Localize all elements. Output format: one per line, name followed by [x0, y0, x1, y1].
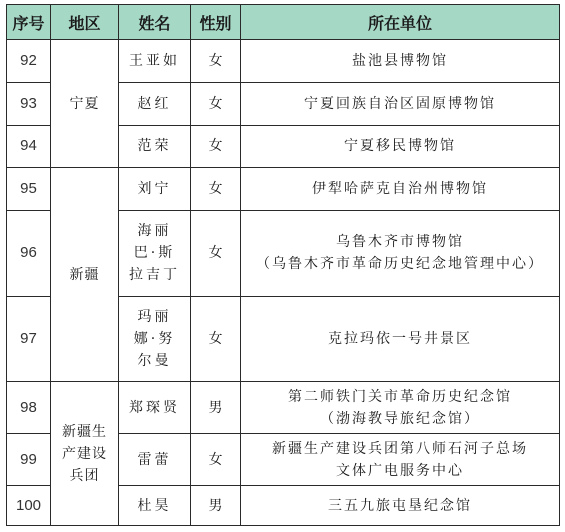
serial-cell: 93 — [7, 82, 51, 125]
unit-cell: 克拉玛依一号井景区 — [241, 296, 560, 382]
staff-table — [6, 4, 560, 526]
header-serial: 序号 — [7, 5, 51, 40]
serial-cell: 100 — [7, 486, 51, 526]
region-cell: 新疆生 产建设 兵团 — [51, 382, 119, 526]
gender-cell: 女 — [191, 434, 241, 486]
serial-cell: 98 — [7, 382, 51, 434]
table-row — [7, 168, 560, 211]
region-cell: 新疆 — [51, 168, 119, 382]
name-cell: 范荣 — [119, 125, 191, 168]
serial-cell: 99 — [7, 434, 51, 486]
region-cell: 宁夏 — [51, 40, 119, 168]
header-unit: 所在单位 — [241, 5, 560, 40]
serial-cell: 97 — [7, 296, 51, 382]
unit-cell: 三五九旅屯垦纪念馆 — [241, 486, 560, 526]
table-row — [7, 40, 560, 83]
gender-cell: 女 — [191, 168, 241, 211]
table-row — [7, 382, 560, 434]
name-cell: 海丽 巴·斯 拉吉丁 — [119, 211, 191, 297]
name-cell: 杜昊 — [119, 486, 191, 526]
unit-cell: 乌鲁木齐市博物馆 （乌鲁木齐市革命历史纪念地管理中心） — [241, 211, 560, 297]
header-row — [7, 5, 560, 40]
serial-cell: 92 — [7, 40, 51, 83]
header-gender: 性别 — [191, 5, 241, 40]
gender-cell: 女 — [191, 40, 241, 83]
serial-cell: 95 — [7, 168, 51, 211]
name-cell: 赵红 — [119, 82, 191, 125]
gender-cell: 女 — [191, 211, 241, 297]
serial-cell: 96 — [7, 211, 51, 297]
name-cell: 郑琛贤 — [119, 382, 191, 434]
gender-cell: 男 — [191, 382, 241, 434]
unit-cell: 宁夏回族自治区固原博物馆 — [241, 82, 560, 125]
serial-cell: 94 — [7, 125, 51, 168]
header-name: 姓名 — [119, 5, 191, 40]
gender-cell: 女 — [191, 82, 241, 125]
name-cell: 玛丽 娜·努 尔曼 — [119, 296, 191, 382]
unit-cell: 新疆生产建设兵团第八师石河子总场 文体广电服务中心 — [241, 434, 560, 486]
gender-cell: 男 — [191, 486, 241, 526]
unit-cell: 伊犁哈萨克自治州博物馆 — [241, 168, 560, 211]
unit-cell: 宁夏移民博物馆 — [241, 125, 560, 168]
name-cell: 王亚如 — [119, 40, 191, 83]
header-region: 地区 — [51, 5, 119, 40]
name-cell: 刘宁 — [119, 168, 191, 211]
name-cell: 雷蕾 — [119, 434, 191, 486]
unit-cell: 第二师铁门关市革命历史纪念馆 （渤海教导旅纪念馆） — [241, 382, 560, 434]
unit-cell: 盐池县博物馆 — [241, 40, 560, 83]
gender-cell: 女 — [191, 296, 241, 382]
gender-cell: 女 — [191, 125, 241, 168]
